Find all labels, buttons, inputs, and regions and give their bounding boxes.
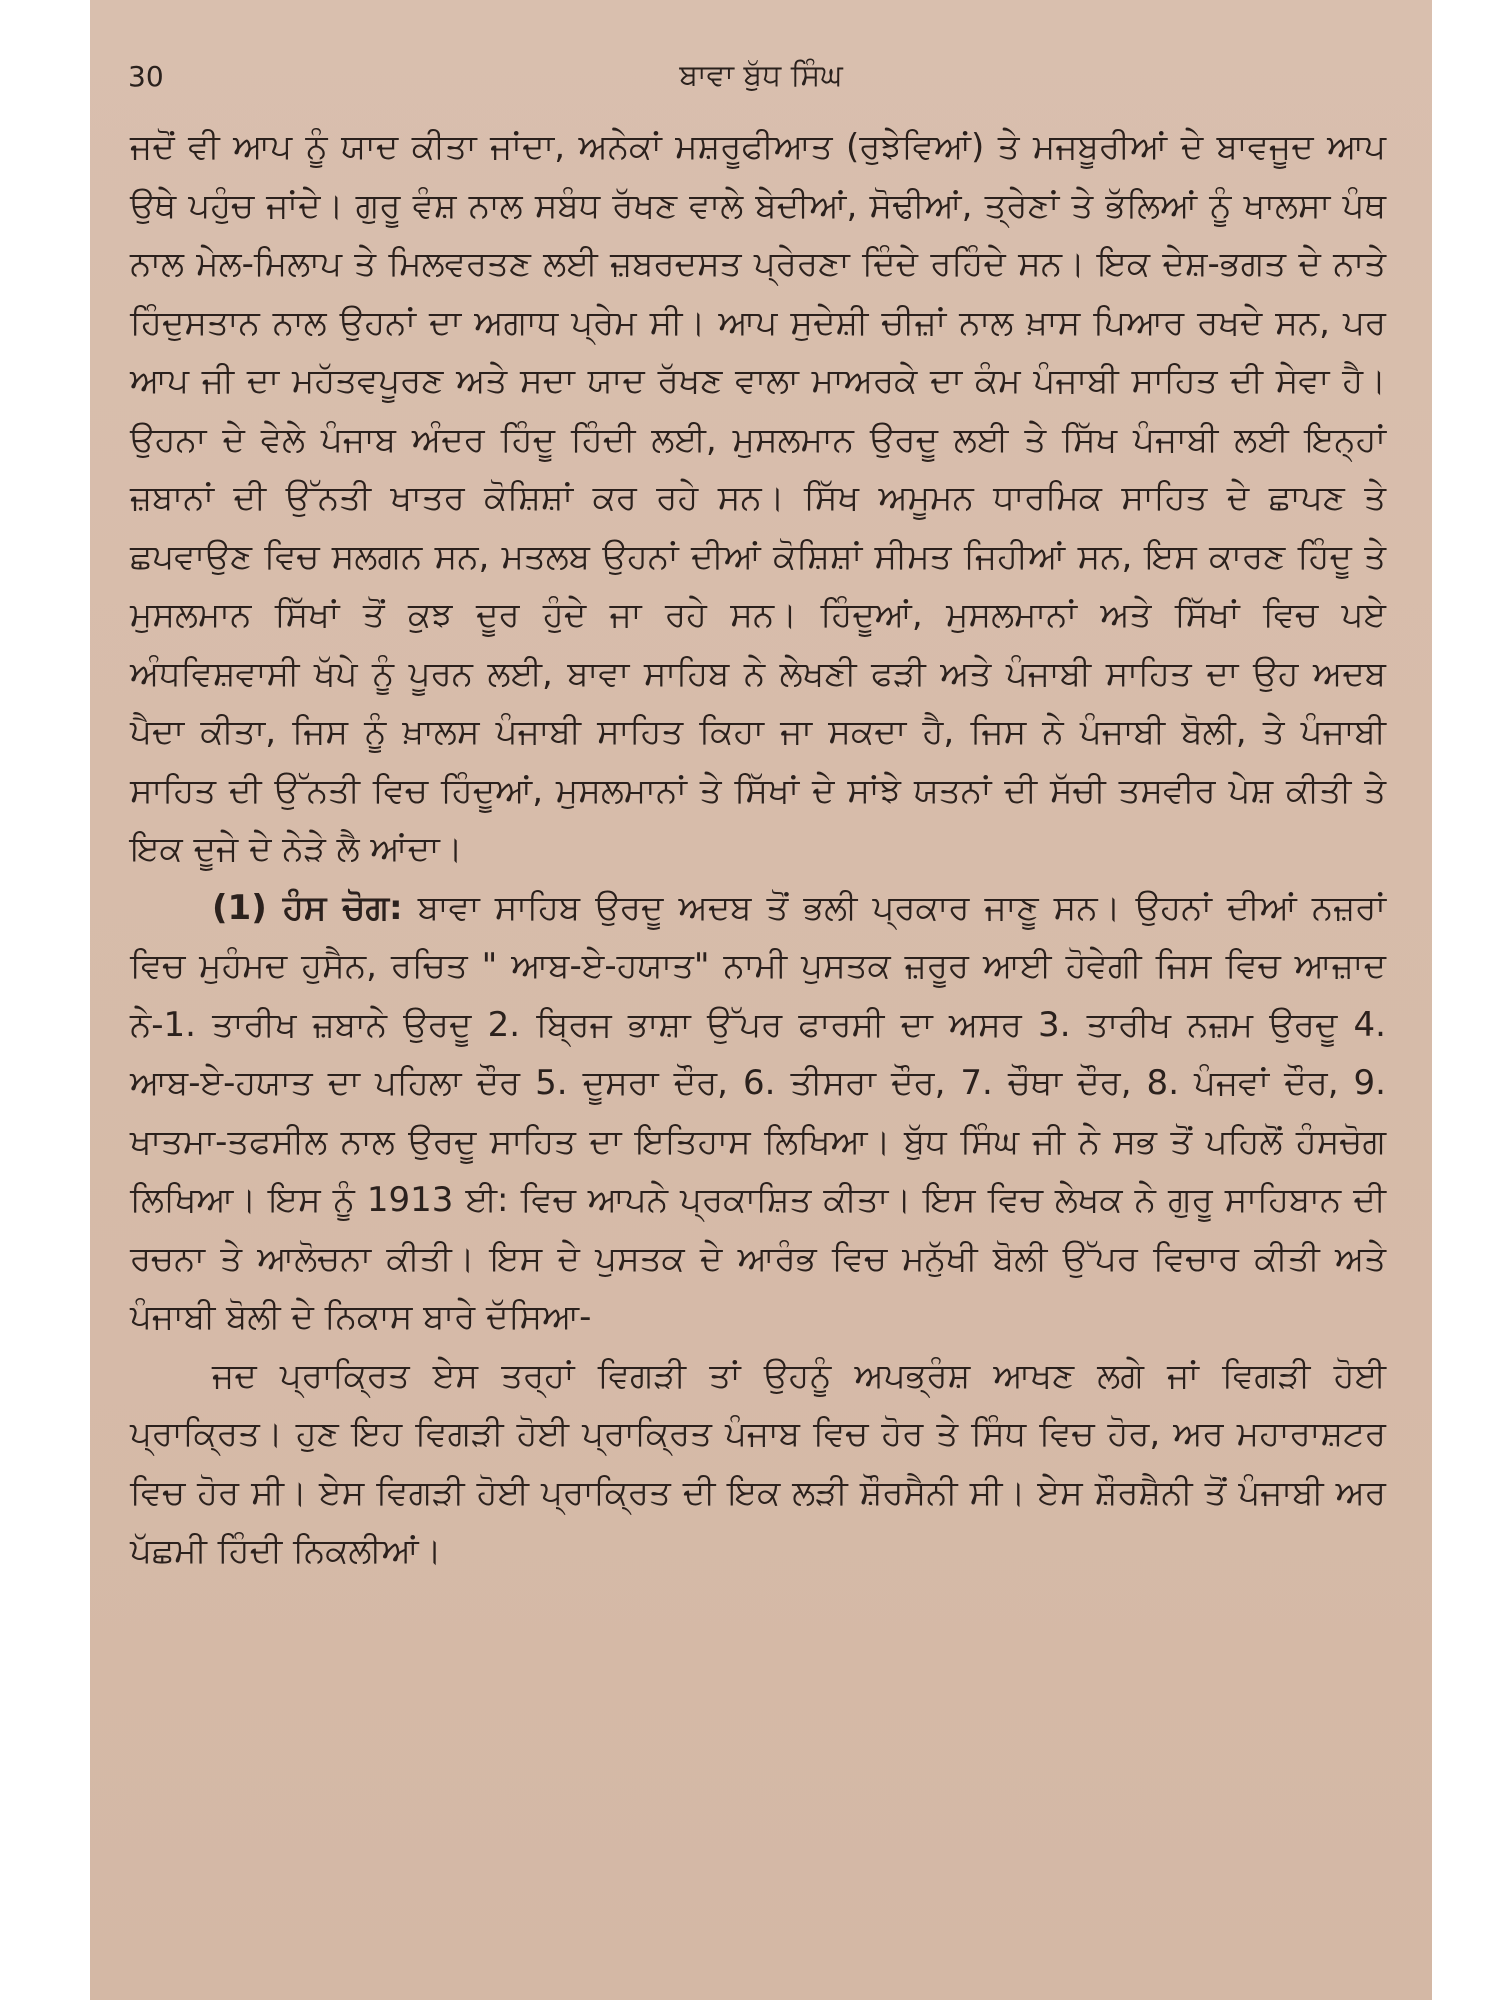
- running-title: ਬਾਵਾ ਬੁੱਧ ਸਿੰਘ: [679, 58, 843, 93]
- page-header: [90, 56, 1432, 106]
- page-body: [130, 118, 1386, 1581]
- paragraph-3: ਜਦ ਪ੍ਰਾਕ੍ਰਿਤ ਏਸ ਤਰ੍ਹਾਂ ਵਿਗੜੀ ਤਾਂ ਉਹਨੂੰ ਅਪਭ੍ਰੰਸ਼ ਆਖਣ ਲਗੇ ਜਾਂ ਵਿਗੜੀ ਹੋਈ ਪ੍ਰਾਕ੍ਰਿਤ। ਹੁਣ ਇਹ ਵਿਗੜੀ ਹੋਈ ਪ੍ਰਾਕ੍ਰਿਤ ਪੰਜਾਬ ਵਿਚ ਹੋਰ ਤੇ ਸਿੰਧ ਵਿਚ ਹੋਰ, ਅਰ ਮਹਾਰਾਸ਼ਟਰ ਵਿਚ ਹੋਰ ਸੀ। ਏਸ ਵਿਗੜੀ ਹੋਈ ਪ੍ਰਾਕ੍ਰਿਤ ਦੀ ਇਕ ਲੜੀ ਸ਼ੌਰਸੈਨੀ ਸੀ। ਏਸ ਸ਼ੌਰਸ਼ੈਨੀ ਤੋਂ ਪੰਜਾਬੀ ਅਰ ਪੱਛਮੀ ਹਿੰਦੀ ਨਿਕਲੀਆਂ।: [130, 1355, 1386, 1571]
- paragraph-2-text: ਬਾਵਾ ਸਾਹਿਬ ਉਰਦੂ ਅਦਬ ਤੋਂ ਭਲੀ ਪ੍ਰਕਾਰ ਜਾਣੂ ਸਨ। ਉਹਨਾਂ ਦੀਆਂ ਨਜ਼ਰਾਂ ਵਿਚ ਮੁਹੰਮਦ ਹੁਸੈਨ, ਰਚਿਤ " ਆਬ-ਏ-ਹਯਾਤ" ਨਾਮੀ ਪੁਸਤਕ ਜ਼ਰੂਰ ਆਈ ਹੋਵੇਗੀ ਜਿਸ ਵਿਚ ਆਜ਼ਾਦ ਨੇ-1. ਤਾਰੀਖ ਜ਼ਬਾਨੇ ਉਰਦੂ 2. ਬ੍ਰਿਜ ਭਾਸ਼ਾ ਉੱਪਰ ਫਾਰਸੀ ਦਾ ਅਸਰ 3. ਤਾਰੀਖ ਨਜ਼ਮ ਉਰਦੂ 4. ਆਬ-ਏ-ਹਯਾਤ ਦਾ ਪਹਿਲਾ ਦੌਰ 5. ਦੂਸਰਾ ਦੌਰ, 6. ਤੀਸਰਾ ਦੌਰ, 7. ਚੌਥਾ ਦੌਰ, 8. ਪੰਜਵਾਂ ਦੌਰ, 9. ਖਾਤਮਾ-ਤਫਸੀਲ ਨਾਲ ਉਰਦੂ ਸਾਹਿਤ ਦਾ ਇਤਿਹਾਸ ਲਿਖਿਆ। ਬੁੱਧ ਸਿੰਘ ਜੀ ਨੇ ਸਭ ਤੋਂ ਪਹਿਲੋਂ ਹੰਸਚੋਗ ਲਿਖਿਆ। ਇਸ ਨੂੰ 1913 ਈ: ਵਿਚ ਆਪਨੇ ਪ੍ਰਕਾਸ਼ਿਤ ਕੀਤਾ। ਇਸ ਵਿਚ ਲੇਖਕ ਨੇ ਗੁਰੂ ਸਾਹਿਬਾਨ ਦੀ ਰਚਨਾ ਤੇ ਆਲੋਚਨਾ ਕੀਤੀ। ਇਸ ਦੇ ਪੁਸਤਕ ਦੇ ਆਰੰਭ ਵਿਚ ਮਨੁੱਖੀ ਬੋਲੀ ਉੱਪਰ ਵਿਚਾਰ ਕੀਤੀ ਅਤੇ ਪੰਜਾਬੀ ਬੋਲੀ ਦੇ ਨਿਕਾਸ ਬਾਰੇ ਦੱਸਿਆ-: [130, 887, 1386, 1337]
- paragraph-1: ਜਦੋਂ ਵੀ ਆਪ ਨੂੰ ਯਾਦ ਕੀਤਾ ਜਾਂਦਾ, ਅਨੇਕਾਂ ਮਸ਼ਰੂਫੀਆਤ (ਰੁਝੇਵਿਆਂ) ਤੇ ਮਜਬੂਰੀਆਂ ਦੇ ਬਾਵਜੂਦ ਆਪ ਉਥੇ ਪਹੁੰਚ ਜਾਂਦੇ। ਗੁਰੂ ਵੰਸ਼ ਨਾਲ ਸਬੰਧ ਰੱਖਣ ਵਾਲੇ ਬੇਦੀਆਂ, ਸੋਢੀਆਂ, ਤ੍ਰੇਣਾਂ ਤੇ ਭੱਲਿਆਂ ਨੂੰ ਖਾਲਸਾ ਪੰਥ ਨਾਲ ਮੇਲ-ਮਿਲਾਪ ਤੇ ਮਿਲਵਰਤਣ ਲਈ ਜ਼ਬਰਦਸਤ ਪ੍ਰੇਰਣਾ ਦਿੰਦੇ ਰਹਿੰਦੇ ਸਨ। ਇਕ ਦੇਸ਼-ਭਗਤ ਦੇ ਨਾਤੇ ਹਿੰਦੁਸਤਾਨ ਨਾਲ ਉਹਨਾਂ ਦਾ ਅਗਾਧ ਪ੍ਰੇਮ ਸੀ। ਆਪ ਸੁਦੇਸ਼ੀ ਚੀਜ਼ਾਂ ਨਾਲ ਖ਼ਾਸ ਪਿਆਰ ਰਖਦੇ ਸਨ, ਪਰ ਆਪ ਜੀ ਦਾ ਮਹੱਤਵਪੂਰਣ ਅਤੇ ਸਦਾ ਯਾਦ ਰੱਖਣ ਵਾਲਾ ਮਾਅਰਕੇ ਦਾ ਕੰਮ ਪੰਜਾਬੀ ਸਾਹਿਤ ਦੀ ਸੇਵਾ ਹੈ। ਉਹਨਾ ਦੇ ਵੇਲੇ ਪੰਜਾਬ ਅੰਦਰ ਹਿੰਦੂ ਹਿੰਦੀ ਲਈ, ਮੁਸਲਮਾਨ ਉਰਦੂ ਲਈ ਤੇ ਸਿੱਖ ਪੰਜਾਬੀ ਲਈ ਇਨ੍ਹਾਂ ਜ਼ਬਾਨਾਂ ਦੀ ਉੱਨਤੀ ਖਾਤਰ ਕੋਸ਼ਿਸ਼ਾਂ ਕਰ ਰਹੇ ਸਨ। ਸਿੱਖ ਅਮੂਮਨ ਧਾਰਮਿਕ ਸਾਹਿਤ ਦੇ ਛਾਪਣ ਤੇ ਛਪਵਾਉਣ ਵਿਚ ਸਲਗਨ ਸਨ, ਮਤਲਬ ਉਹਨਾਂ ਦੀਆਂ ਕੋਸ਼ਿਸ਼ਾਂ ਸੀਮਤ ਜਿਹੀਆਂ ਸਨ, ਇਸ ਕਾਰਣ ਹਿੰਦੂ ਤੇ ਮੁਸਲਮਾਨ ਸਿੱਖਾਂ ਤੋਂ ਕੁਝ ਦੂਰ ਹੁੰਦੇ ਜਾ ਰਹੇ ਸਨ। ਹਿੰਦੂਆਂ, ਮੁਸਲਮਾਨਾਂ ਅਤੇ ਸਿੱਖਾਂ ਵਿਚ ਪਏ ਅੰਧਵਿਸ਼ਵਾਸੀ ਖੱਪੇ ਨੂੰ ਪੂਰਨ ਲਈ, ਬਾਵਾ ਸਾਹਿਬ ਨੇ ਲੇਖਣੀ ਫੜੀ ਅਤੇ ਪੰਜਾਬੀ ਸਾਹਿਤ ਦਾ ਉਹ ਅਦਬ ਪੈਦਾ ਕੀਤਾ, ਜਿਸ ਨੂੰ ਖ਼ਾਲਸ ਪੰਜਾਬੀ ਸਾਹਿਤ ਕਿਹਾ ਜਾ ਸਕਦਾ ਹੈ, ਜਿਸ ਨੇ ਪੰਜਾਬੀ ਬੋਲੀ, ਤੇ ਪੰਜਾਬੀ ਸਾਹਿਤ ਦੀ ਉੱਨਤੀ ਵਿਚ ਹਿੰਦੂਆਂ, ਮੁਸਲਮਾਨਾਂ ਤੇ ਸਿੱਖਾਂ ਦੇ ਸਾਂਝੇ ਯਤਨਾਂ ਦੀ ਸੱਚੀ ਤਸਵੀਰ ਪੇਸ਼ ਕੀਤੀ ਤੇ ਇਕ ਦੂਜੇ ਦੇ ਨੇੜੇ ਲੈ ਆਂਦਾ।: [130, 127, 1387, 869]
- page-number: 30: [128, 60, 164, 93]
- section-heading: (1) ਹੰਸ ਚੋਗ:: [212, 887, 403, 928]
- paragraph-2: [130, 879, 1386, 1347]
- book-page: [90, 0, 1432, 2000]
